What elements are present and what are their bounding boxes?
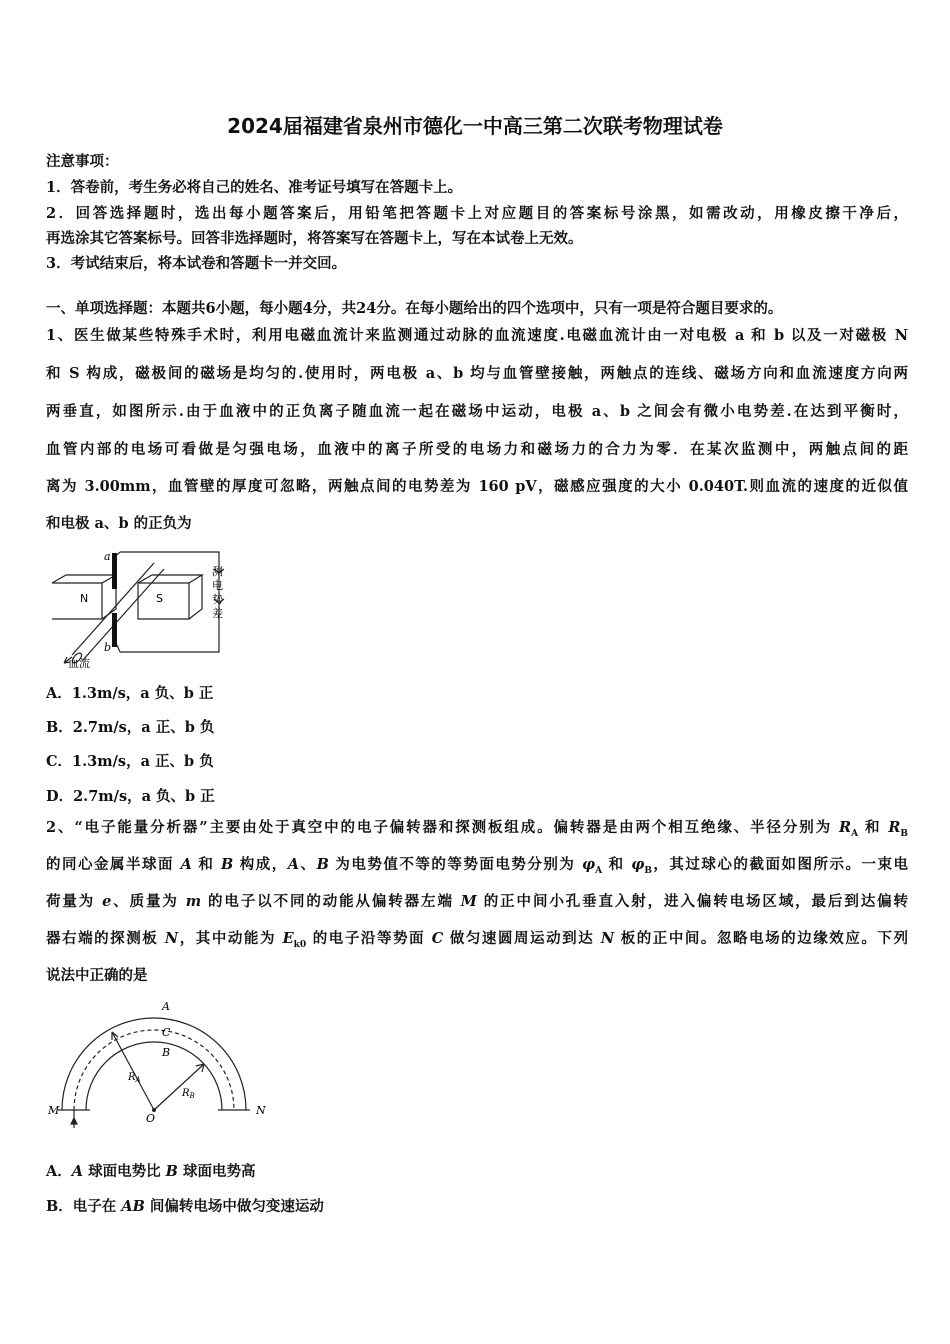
q2-line-1: 2、“电子能量分析器”主要由处于真空中的电子偏转器和探测板组成。偏转器是由两个相互绝缘、半径分别为 $R_A$ 和 $R_B$ xyxy=(46,819,908,839)
label-n-pole: N xyxy=(80,592,89,605)
q1-option-b[interactable]: B．2.7m/s，a 正、b 负 xyxy=(46,719,215,736)
q2-line-3: 荷量为 e、质量为 m 的电子以不同的动能从偏转器左端 M 的正中间小孔垂直入射，进入偏转电场区域，最后到达偏转 xyxy=(46,893,908,910)
q2-line-4: 器右端的探测板 N，其中动能为 $E_{k0}$ 的电子沿等势面 C 做匀速圆周运动到达 N 板的正中间。忽略电场的边缘效应。下列 xyxy=(46,930,908,950)
q1-option-c[interactable]: C．1.3m/s，a 正、b 负 xyxy=(46,753,214,770)
q2-line-2: 的同心金属半球面 A 和 B 构成，A、B 为电势值不等的等势面电势分别为 $\varphi_A$ 和 $\varphi_B$，其过球心的截面如图所示。一束电 xyxy=(46,856,908,876)
label-measure-2: 电 xyxy=(212,579,223,592)
note-item-3: 3．考试结束后，将本试卷和答题卡一并交回。 xyxy=(46,255,347,272)
label-b: b xyxy=(104,641,112,654)
label-blood-flow: 血流 xyxy=(68,657,90,670)
exam-title: 2024届福建省泉州市德化一中高三第二次联考物理试卷 xyxy=(227,114,723,138)
label-plate-m: M xyxy=(48,1104,60,1117)
q1-option-d[interactable]: D．2.7m/s，a 负、b 正 xyxy=(46,788,215,805)
q1-line-2: 和 S 构成，磁极间的磁场是均匀的.使用时，两电极 a、b 均与血管壁接触，两触点的连线、磁场方向和血流速度方向两 xyxy=(46,365,908,382)
q1-option-a[interactable]: A．1.3m/s，a 负、b 正 xyxy=(46,685,214,702)
q1-line-3: 两垂直，如图所示.由于血液中的正负离子随血流一起在磁场中运动，电极 a、b 之间会有微小电势差.在达到平衡时， xyxy=(46,403,908,420)
label-measure-3: 势 xyxy=(212,593,223,606)
q1-line-6: 和电极 a、b 的正负为 xyxy=(46,515,192,532)
q1-line-5: 离为 3.00mm，血管壁的厚度可忽略，两触点间的电势差为 160 pV，磁感应强度的大小 0.040T.则血流的速度的近似值 xyxy=(46,478,908,495)
q2-option-a[interactable]: A．A 球面电势比 B 球面电势高 xyxy=(46,1163,256,1180)
notes-heading: 注意事项： xyxy=(46,153,119,170)
label-plate-n: N xyxy=(256,1104,266,1117)
label-center-o: O xyxy=(146,1112,156,1125)
flowmeter-figure xyxy=(44,545,234,670)
analyzer-figure xyxy=(44,998,284,1138)
label-measure-4: 差 xyxy=(212,607,223,620)
label-radius-a: $R_A$ xyxy=(128,1072,141,1084)
label-sphere-a: A xyxy=(162,1000,170,1013)
q1-line-1: 1、医生做某些特殊手术时，利用电磁血流计来监测通过动脉的血流速度.电磁血流计由一对电极 a 和 b 以及一对磁极 N xyxy=(46,327,908,344)
note-item-1: 1．答卷前，考生务必将自己的姓名、准考证号填写在答题卡上。 xyxy=(46,179,463,196)
label-measure-1: 测 xyxy=(212,565,223,578)
label-s-pole: S xyxy=(156,592,163,605)
label-a: a xyxy=(104,550,111,563)
note-item-2-line-2: 再选涂其它答案标号。回答非选择题时，将答案写在答题卡上，写在本试卷上无效。 xyxy=(46,230,583,247)
note-item-2-line-1: 2．回答选择题时，选出每小题答案后，用铅笔把答题卡上对应题目的答案标号涂黑，如需改动，用橡皮擦干净后， xyxy=(46,205,908,222)
label-sphere-b: B xyxy=(162,1046,171,1059)
q2-option-b[interactable]: B．电子在 AB 间偏转电场中做匀变速运动 xyxy=(46,1198,324,1215)
label-radius-b: $R_B$ xyxy=(182,1088,195,1100)
q2-line-5: 说法中正确的是 xyxy=(46,967,148,984)
label-sphere-c: C xyxy=(162,1026,171,1039)
section-heading: 一、单项选择题：本题共6小题，每小题4分，共24分。在每小题给出的四个选项中，只有一项是符合题目要求的。 xyxy=(46,300,783,317)
q1-line-4: 血管内部的电场可看做是匀强电场，血液中的离子所受的电场力和磁场力的合力为零．在某次监测中，两触点间的距 xyxy=(46,441,908,458)
